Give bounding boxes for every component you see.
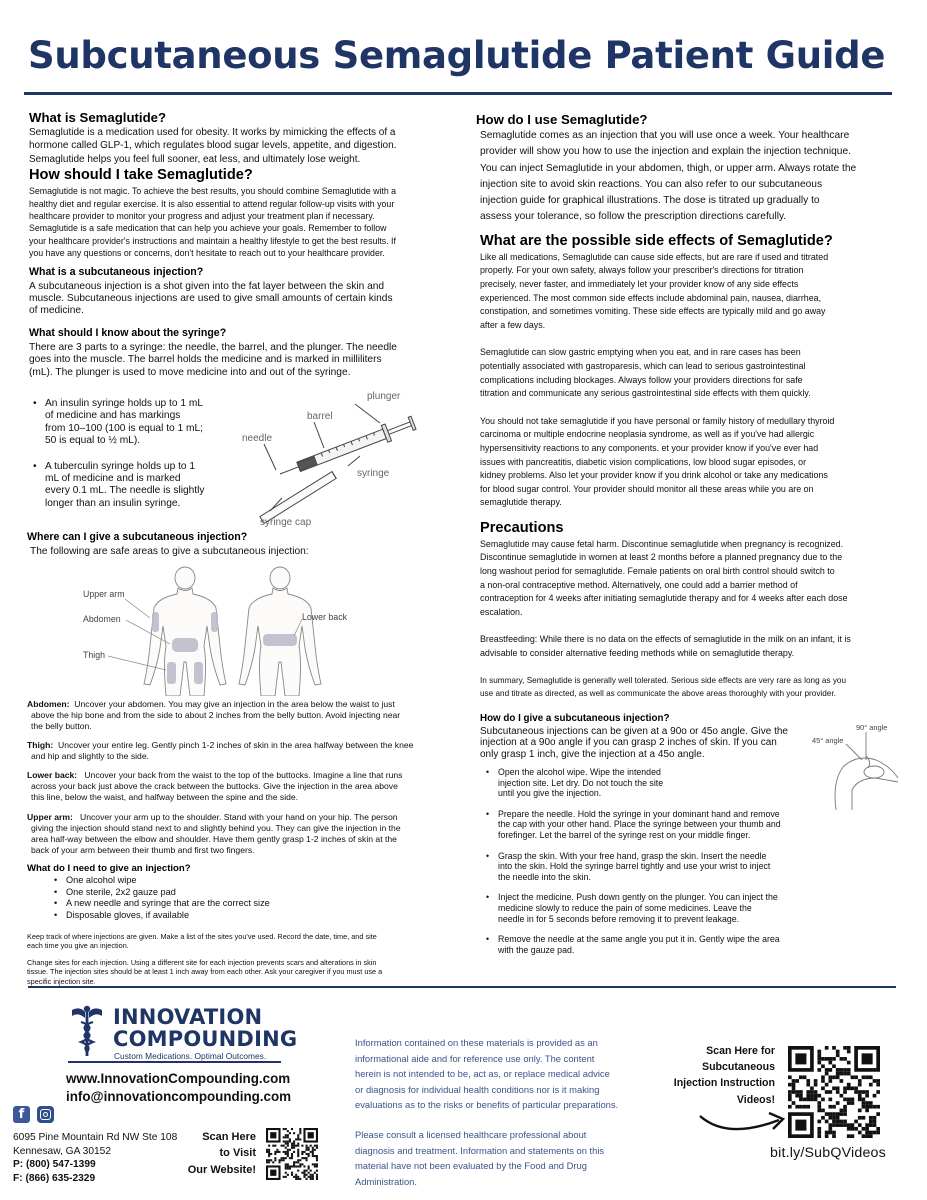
- how-take-text: Semaglutide is not magic. To achieve the best results, you should combine Semaglutide with a healthy diet and regular exercise. It is also essential to attend regular follow-up visits with your healthcare provider to monitor your progress and adjust your treatment plan if necessary. Semaglutide is a safe medication that can help you achieve your goals. Remember to follow your healthcare provider's instructions and maintain a healthy lifestyle to get the best results. If you have any questions or concerns, don't hesitate to reach out to your healthcare provider.: [29, 186, 397, 259]
- plunger-label: plunger: [367, 391, 401, 402]
- barrel-label: barrel: [307, 411, 333, 422]
- brand-name-line1: INNOVATION: [113, 1005, 263, 1029]
- list-item: • Inject the medicine. Push down gently on the plunger. You can inject the medicine slowly to reduce the pain of some medicines. Leave the needle in for 5 seconds before removing it to prevent leakage.: [486, 892, 816, 924]
- needle-label: needle: [242, 433, 273, 444]
- side-effects-paragraph: Semaglutide can slow gastric emptying when you eat, and in rare cases has been potentially associated with gastroparesis, which can lead to serious gastrointestinal complications including blockages. Always follow your providers directions for safe titration and communicate any serious gastrointestinal side effects with them quickly.: [480, 347, 811, 399]
- video-link[interactable]: bit.ly/SubQVideos: [770, 1145, 886, 1161]
- site-descriptions: [27, 699, 459, 986]
- note-track-sites: Keep track of where injections are given. Make a list of the sites you've used. Record the date, time, and site each time you give an injection.: [27, 932, 377, 951]
- need-heading: What do I need to give an injection?: [27, 863, 191, 875]
- scan-website-text: Scan Here to Visit Our Website!: [187, 1131, 256, 1176]
- precautions-text: [476, 538, 901, 700]
- left-column: [29, 110, 461, 379]
- list-item: • Remove the needle at the same angle you put it in. Gently wipe the area with the gauze pad.: [486, 934, 816, 955]
- address-block: [13, 1131, 203, 1185]
- subq-text: A subcutaneous injection is a shot given into the fat layer between the skin and muscle. Subcutaneous injections are used to give small amounts of certain kinds of medicine.: [29, 280, 393, 317]
- page-title: Subcutaneous Semaglutide Patient Guide: [28, 34, 886, 77]
- scan-videos-text: Scan Here for Subcutaneous Injection Instruction Videos!: [673, 1045, 775, 1106]
- address-line1: 6095 Pine Mountain Rd NW Ste 108: [13, 1132, 178, 1143]
- abdomen-label: Abdomen: [83, 614, 121, 624]
- contact-block: [66, 1070, 326, 1106]
- phone-number: P: (800) 547-1399: [13, 1159, 96, 1171]
- website-link[interactable]: www.InnovationCompounding.com: [66, 1071, 291, 1086]
- website-qr-code[interactable]: [266, 1128, 318, 1180]
- side-effects-heading: What are the possible side effects of Semaglutide?: [480, 232, 833, 249]
- need-list: [27, 875, 459, 921]
- instagram-icon[interactable]: [37, 1106, 54, 1123]
- what-is-text: Semaglutide is a medication used for obesity. It works by mimicking the effects of a hormone called GLP-1, which regulates blood sugar levels, appetite, and digestion. Semaglutide helps you feel full sooner, eat less, and ultimately lose weight.: [29, 127, 397, 165]
- list-item: • Disposable gloves, if available: [54, 910, 459, 921]
- syringe-cap-label: syringe cap: [260, 517, 312, 528]
- disclaimer-paragraph: Information contained on these materials is provided as an informational aide and for reference use only. The content herein is not intended to be, act as, or replace medical advice or diagnosis for individual health conditions nor is it making evaluations as to the risks or benefits of particular preparations.: [355, 1037, 619, 1111]
- angle-45-label: 45° angle: [812, 736, 844, 745]
- where-intro: The following are safe areas to give a subcutaneous injection:: [30, 546, 309, 557]
- arrow-icon: [697, 1106, 789, 1136]
- side-effects-paragraph: You should not take semaglutide if you have personal or family history of medullary thyroid carcinoma or multiple endocrine neoplasia syndrome, as well as if you've had allergic hypersensitivity reactions to any components. et your provider know if you've ever had issues with pancreatitis, diabetic vision complications, low blood sugar episodes, or kidney problems. Also let your provider know if you drink alcohol or take any medications for blood sugar control. Your provider should monitor all these areas while you are on semaglutide therapy.: [480, 415, 835, 508]
- how-use-text: Semaglutide comes as an injection that you will use once a week. Your healthcare provider will show you how to use the injection and explain the injection technique. You can inject Semaglutide in your abdomen, thigh, or upper arm. Always rotate the injection site to avoid skin reactions. You can also refer to our subcutaneous injection guide for graphical illustrations. The dose is titrated up gradually to assess your tolerance, so follow the prescription directions carefully.: [480, 130, 857, 223]
- disclaimer-block: [355, 1035, 675, 1189]
- precautions-heading: Precautions: [480, 519, 564, 536]
- list-item: • An insulin syringe holds up to 1 mL of medicine and has markings from 10–100 (100 is equal to 1 mL; 50 is equal to ½ mL).: [33, 398, 253, 448]
- syringe-label: syringe: [357, 468, 390, 479]
- facebook-icon[interactable]: f: [13, 1106, 30, 1123]
- brand-name-line2: COMPOUNDING: [113, 1027, 298, 1051]
- videos-qr-code[interactable]: [788, 1046, 880, 1138]
- list-item: • Prepare the needle. Hold the syringe in your dominant hand and remove the cap with your other hand. Place the syringe between your thumb and forefinger. Let the barrel of the syringe rest on your middle finger.: [486, 809, 816, 841]
- precautions-paragraph: Semaglutide may cause fetal harm. Discontinue semaglutide when pregnancy is recognized. Discontinue semaglutide in women at least 2 months before a planned pregnancy due to the long washout period for semaglutide. Female patients on oral birth control should switch to a non-oral contraceptive method. Alternatively, one could add a barrier method of contraception for 4 weeks after initiating semaglutide therapy and for 4 weeks after each dose escalation.: [480, 538, 848, 617]
- list-item: • Grasp the skin. With your free hand, grasp the skin. Insert the needle into the skin. Hold the syringe barrel tightly and use your wrist to inject the needle into the skin.: [486, 851, 816, 883]
- brand-tagline: Custom Medications. Optimal Outcomes.: [114, 1051, 267, 1061]
- site-lower-back: Lower back: Uncover your back from the waist to the top of the buttocks. Imagine a line that runs across your back just above the crack between the buttocks. Give the injection in the area above this line, below the waist, and halfway between the spine and the side.: [27, 770, 403, 803]
- footer-divider: [28, 986, 896, 988]
- disclaimer-paragraph: Please consult a licensed healthcare professional about diagnosis and treatment. Information and statements on this material have not been evaluated by the Food and Drug Administration.: [355, 1128, 605, 1187]
- caduceus-logo-icon: [70, 1004, 104, 1058]
- list-item: • A tuberculin syringe holds up to 1 mL of medicine and is marked every 0.1 mL. The needle is slightly longer than an insulin syringe.: [33, 461, 253, 511]
- list-item: • One alcohol wipe: [54, 875, 459, 886]
- where-heading: Where can I give a subcutaneous injection?: [27, 531, 248, 543]
- email-link[interactable]: info@innovationcompounding.com: [66, 1089, 292, 1104]
- summary-paragraph: In summary, Semaglutide is generally well tolerated. Serious side effects are very rare as long as you use and titrate as directed, as well as communicate the above areas thoroughly with your provider.: [480, 675, 847, 698]
- thigh-label: Thigh: [83, 650, 106, 660]
- syringe-text: There are 3 parts to a syringe: the needle, the barrel, and the plunger. The needle goes into the muscle. The barrel holds the medicine and is marked in milliliters (mL). The plunger is used to move medicine into and out of the syringe.: [29, 341, 397, 378]
- syringe-heading: What should I know about the syringe?: [29, 326, 227, 339]
- site-abdomen: Abdomen: Uncover your abdomen. You may give an injection in the area below the waist to just above the hip bone and from the side to about 2 inches from the belly button. Avoid injecting near the belly button.: [27, 699, 401, 732]
- brand-logo: [113, 1006, 297, 1061]
- where-section: [27, 531, 457, 558]
- fax-number: F: (866) 635-2329: [13, 1172, 96, 1184]
- syringe-bullets: [33, 398, 253, 510]
- list-item: • Open the alcohol wipe. Wipe the intended injection site. Let dry. Do not touch the site until you give the injection.: [486, 767, 816, 799]
- syringe-diagram-labels: [240, 388, 460, 533]
- site-thigh: Thigh: Uncover your entire leg. Gently pinch 1-2 inches of skin in the area halfway between the knee and hip and slightly to the side.: [27, 739, 414, 761]
- list-item: • One sterile, 2x2 gauze pad: [54, 887, 459, 898]
- angle-90-label: 90° angle: [856, 723, 888, 732]
- brand-underline: [68, 1061, 281, 1063]
- list-item: • A new needle and syringe that are the correct size: [54, 898, 459, 909]
- upper-arm-label: Upper arm: [83, 589, 125, 599]
- what-is-heading: What is Semaglutide?: [29, 110, 167, 125]
- right-column: [476, 112, 901, 760]
- how-give-heading: How do I give a subcutaneous injection?: [480, 712, 670, 724]
- address-line2: Kennesaw, GA 30152: [13, 1145, 111, 1157]
- note-change-sites: Change sites for each injection. Using a different site for each injection prevents scars and alterations in skin tissue. The injection sites should be at least 1 inch away from each other. Ask your caregiver if you must use a specific injection site.: [27, 957, 383, 986]
- injection-steps: [486, 767, 816, 955]
- side-effects-paragraph: Like all medications, Semaglutide can cause side effects, but are rare if used and titrated properly. For your own safety, always follow your prescriber's directions for titration precisely, never faster, and immediately let your provider know of any side effects experienced. The most common side effects include abdominal pain, nausea, diarrhea, constipation, and sometimes vomiting. These side effects are typically mild and go away after a few days.: [480, 251, 829, 330]
- lower-back-label: Lower back: [302, 612, 347, 622]
- breastfeeding-paragraph: Breastfeeding: While there is no data on the effects of semaglutide in the milk on an infant, it is advisable to consider alternative feeding methods while on semaglutide therapy.: [480, 634, 851, 659]
- site-upper-arm: Upper arm: Uncover your arm up to the shoulder. Stand with your hand on your hip. The person giving the injection should stand next to and slightly behind you. They can give the injection in the area half-way between the elbow and shoulder. Have them gently grasp 1-2 inches of skin at the back of your arm between their thumb and first two fingers.: [27, 811, 401, 856]
- injection-sites-labels: [80, 566, 360, 696]
- how-take-heading: How should I take Semaglutide?: [29, 167, 253, 184]
- injection-angle-labels: [806, 720, 906, 750]
- title-divider: [24, 92, 892, 95]
- subq-heading: What is a subcutaneous injection?: [29, 265, 204, 278]
- how-give-text: Subcutaneous injections can be given at a 90o or 45o angle. Give the injection at a 90o angle if you can grasp 2 inches of skin. If you can only grasp 1 inch, give the injection at a 45o angle.: [480, 725, 788, 760]
- how-use-heading: How do I use Semaglutide?: [476, 112, 648, 127]
- side-effects-text: [476, 251, 901, 510]
